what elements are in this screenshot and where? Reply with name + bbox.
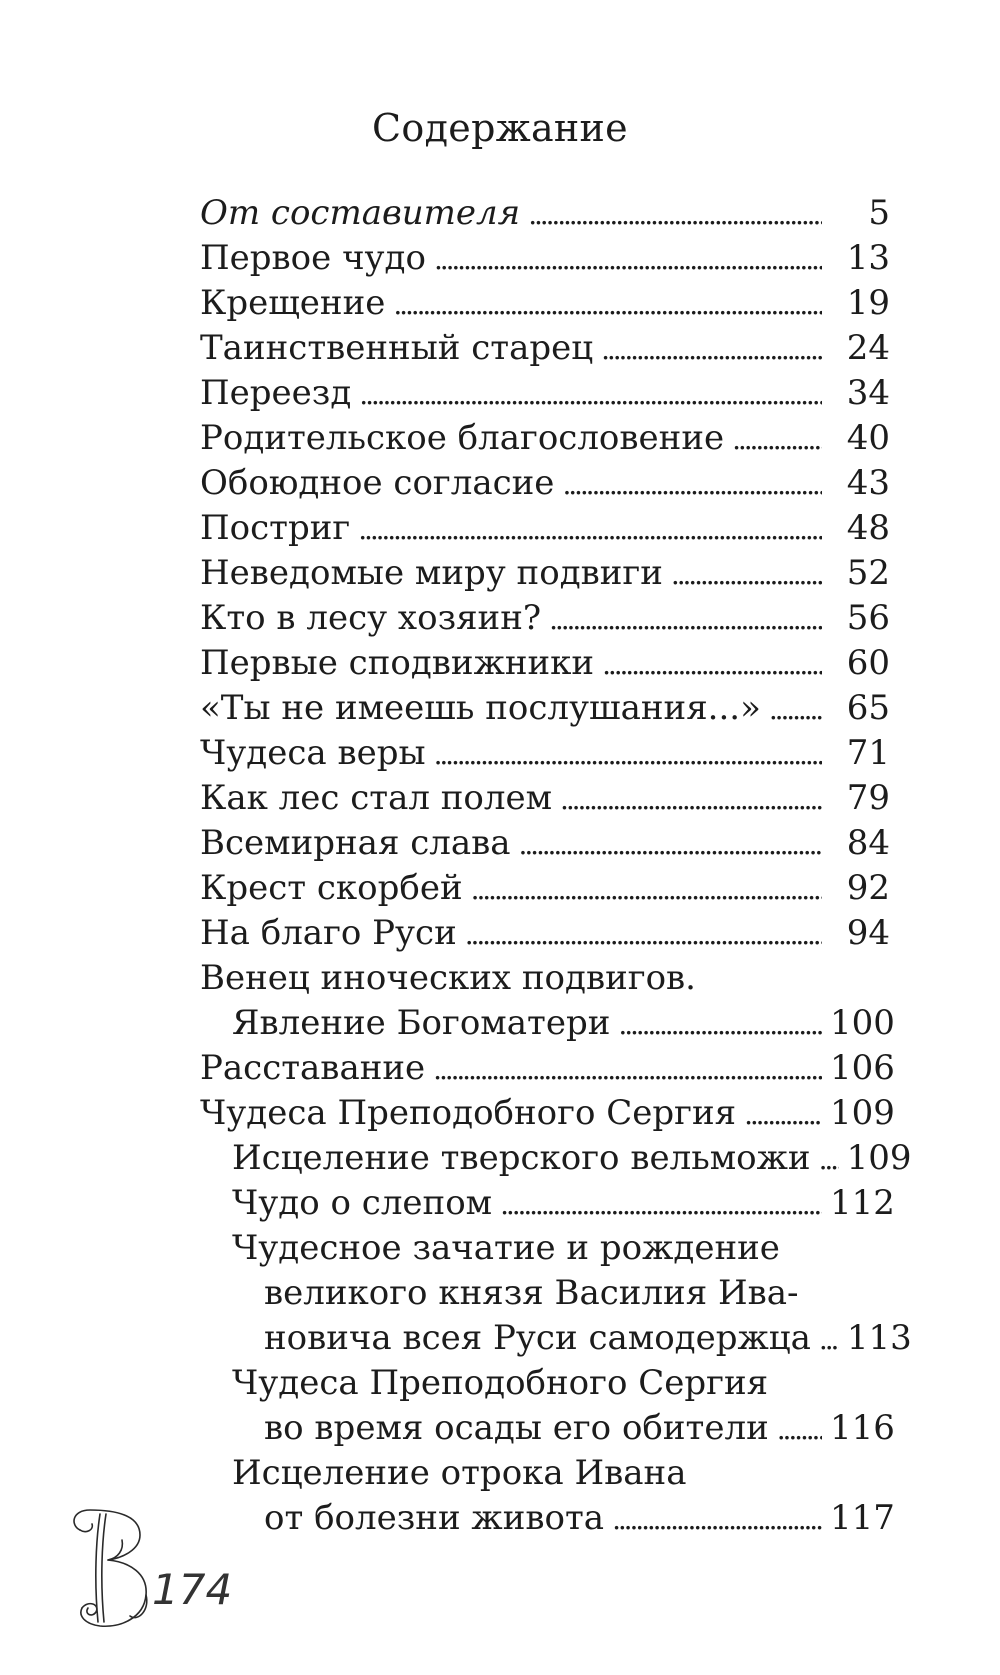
leader-dots <box>434 237 822 282</box>
toc-entry-page: 112 <box>830 1183 895 1223</box>
page-title: Содержание <box>372 106 628 150</box>
leader-dots <box>601 327 822 372</box>
toc-entry <box>200 506 890 551</box>
page-number: 174 <box>152 1565 233 1614</box>
toc-entry-title: Чудеса веры <box>200 733 426 773</box>
toc-entry-page: 100 <box>830 1003 895 1043</box>
toc-entry <box>200 911 890 956</box>
toc-entry-page: 40 <box>846 418 890 458</box>
toc-entry <box>200 596 890 641</box>
leader-dots <box>528 192 822 237</box>
toc-entry-page: 24 <box>846 328 890 368</box>
toc-entry-heading <box>200 956 890 1001</box>
toc-entry-page: 92 <box>846 868 890 908</box>
toc-entry-heading <box>200 1451 890 1496</box>
toc-entry-title: Всемирная слава <box>200 823 511 863</box>
toc-entry-page: 19 <box>846 283 890 323</box>
toc-entry-page: 79 <box>846 778 890 818</box>
toc-entry <box>200 641 890 686</box>
toc-entry-title: Первые сподвижники <box>200 643 595 683</box>
toc-entry-title: Чудеса Преподобного Сергия <box>200 1093 737 1133</box>
toc-entry <box>200 686 890 731</box>
toc-entry <box>200 731 890 776</box>
toc-entry-page: 117 <box>830 1498 895 1538</box>
leader-dots <box>671 552 822 597</box>
toc-entry-title: Крещение <box>200 283 386 323</box>
leader-dots <box>434 732 822 777</box>
toc-entry <box>200 281 890 326</box>
leader-dots <box>358 507 822 552</box>
toc-entry-page: 113 <box>846 1318 912 1358</box>
leader-dots <box>560 777 822 822</box>
toc-entry-heading <box>200 1361 890 1406</box>
toc-entry-page: 52 <box>846 553 890 593</box>
toc-entry <box>200 191 890 236</box>
toc-entry <box>200 821 890 866</box>
leader-dots <box>777 1407 822 1452</box>
toc-entry <box>200 1181 895 1226</box>
toc-entry <box>200 1001 895 1046</box>
leader-dots <box>549 597 822 642</box>
toc-entry-title: Первое чудо <box>200 238 426 278</box>
toc-entry <box>200 416 890 461</box>
toc-entry <box>200 551 890 596</box>
toc-entry-title: Родительское благословение <box>200 418 725 458</box>
toc-entry <box>200 461 890 506</box>
toc-entry-title: Кто в лесу хозяин? <box>200 598 542 638</box>
toc-entry <box>200 1046 895 1091</box>
toc-entry-page: 116 <box>830 1408 895 1448</box>
toc-entry-heading <box>200 1226 890 1271</box>
toc-entry-page: 56 <box>846 598 890 638</box>
leader-dots <box>359 372 822 417</box>
toc-entry <box>200 236 890 281</box>
toc-entry-title: Постриг <box>200 508 351 548</box>
toc-entry <box>200 776 890 821</box>
toc-entry-title: Явление Богоматери <box>232 1003 611 1043</box>
toc-entry-title: Исцеление отрока Ивана <box>232 1453 687 1493</box>
toc-entry-page: 109 <box>846 1138 912 1178</box>
toc-entry-page: 84 <box>846 823 890 863</box>
leader-dots <box>500 1182 822 1227</box>
leader-dots <box>618 1002 822 1047</box>
toc-entry-title: Чудесное зачатие и рождение <box>232 1228 780 1268</box>
leader-dots <box>602 642 822 687</box>
toc-entry-title: Чудеса Преподобного Сергия <box>232 1363 769 1403</box>
toc-entry-page: 106 <box>830 1048 895 1088</box>
leader-dots <box>819 1137 839 1182</box>
toc-entry-page: 94 <box>846 913 890 953</box>
leader-dots <box>562 462 822 507</box>
toc-entry-title: От составителя <box>200 193 521 233</box>
toc-entry-title: Переезд <box>200 373 352 413</box>
leader-dots <box>393 282 822 327</box>
toc-entry-page: 109 <box>830 1093 895 1133</box>
table-of-contents <box>200 191 912 1541</box>
toc-entry-title: На благо Руси <box>200 913 457 953</box>
toc-entry-page: 60 <box>846 643 890 683</box>
toc-entry-page: 48 <box>846 508 890 548</box>
toc-entry-title: новича всея Руси самодержца <box>264 1318 811 1358</box>
leader-dots <box>519 822 822 867</box>
toc-entry-title: Неведомые миру подвиги <box>200 553 663 593</box>
toc-entry-title: Как лес стал полем <box>200 778 553 818</box>
leader-dots <box>819 1317 839 1362</box>
leader-dots <box>732 417 822 462</box>
leader-dots <box>465 912 822 957</box>
toc-entry <box>200 1406 895 1451</box>
toc-entry-title: во время осады его обители <box>264 1408 769 1448</box>
toc-entry-page: 65 <box>846 688 890 728</box>
toc-entry <box>200 326 890 371</box>
toc-entry-page: 34 <box>846 373 890 413</box>
toc-entry-page: 71 <box>846 733 890 773</box>
toc-entry-title: от болезни живота <box>264 1498 605 1538</box>
toc-entry <box>200 1496 895 1541</box>
toc-entry-title: «Ты не имеешь послушания...» <box>200 688 761 728</box>
monogram-logo <box>60 1500 160 1640</box>
toc-entry-title: Расставание <box>200 1048 426 1088</box>
toc-entry <box>200 1136 912 1181</box>
toc-entry-title: Крест скорбей <box>200 868 463 908</box>
toc-entry-page: 13 <box>846 238 890 278</box>
toc-entry <box>200 1091 895 1136</box>
toc-entry-page: 43 <box>846 463 890 503</box>
toc-entry-title: Обоюдное согласие <box>200 463 555 503</box>
leader-dots <box>433 1047 822 1092</box>
leader-dots <box>744 1092 822 1137</box>
leader-dots <box>471 867 822 912</box>
toc-entry-page: 5 <box>868 193 890 233</box>
toc-entry-heading <box>200 1271 890 1316</box>
toc-entry <box>200 1316 912 1361</box>
toc-entry-title: Таинственный старец <box>200 328 594 368</box>
toc-entry-title: Венец иноческих подвигов. <box>200 958 696 998</box>
toc-entry <box>200 866 890 911</box>
toc-entry <box>200 371 890 416</box>
leader-dots <box>612 1497 822 1542</box>
leader-dots <box>769 687 822 732</box>
toc-entry-title: Чудо о слепом <box>232 1183 493 1223</box>
toc-entry-title: великого князя Василия Ива- <box>264 1273 799 1313</box>
toc-entry-title: Исцеление тверского вельможи <box>232 1138 811 1178</box>
